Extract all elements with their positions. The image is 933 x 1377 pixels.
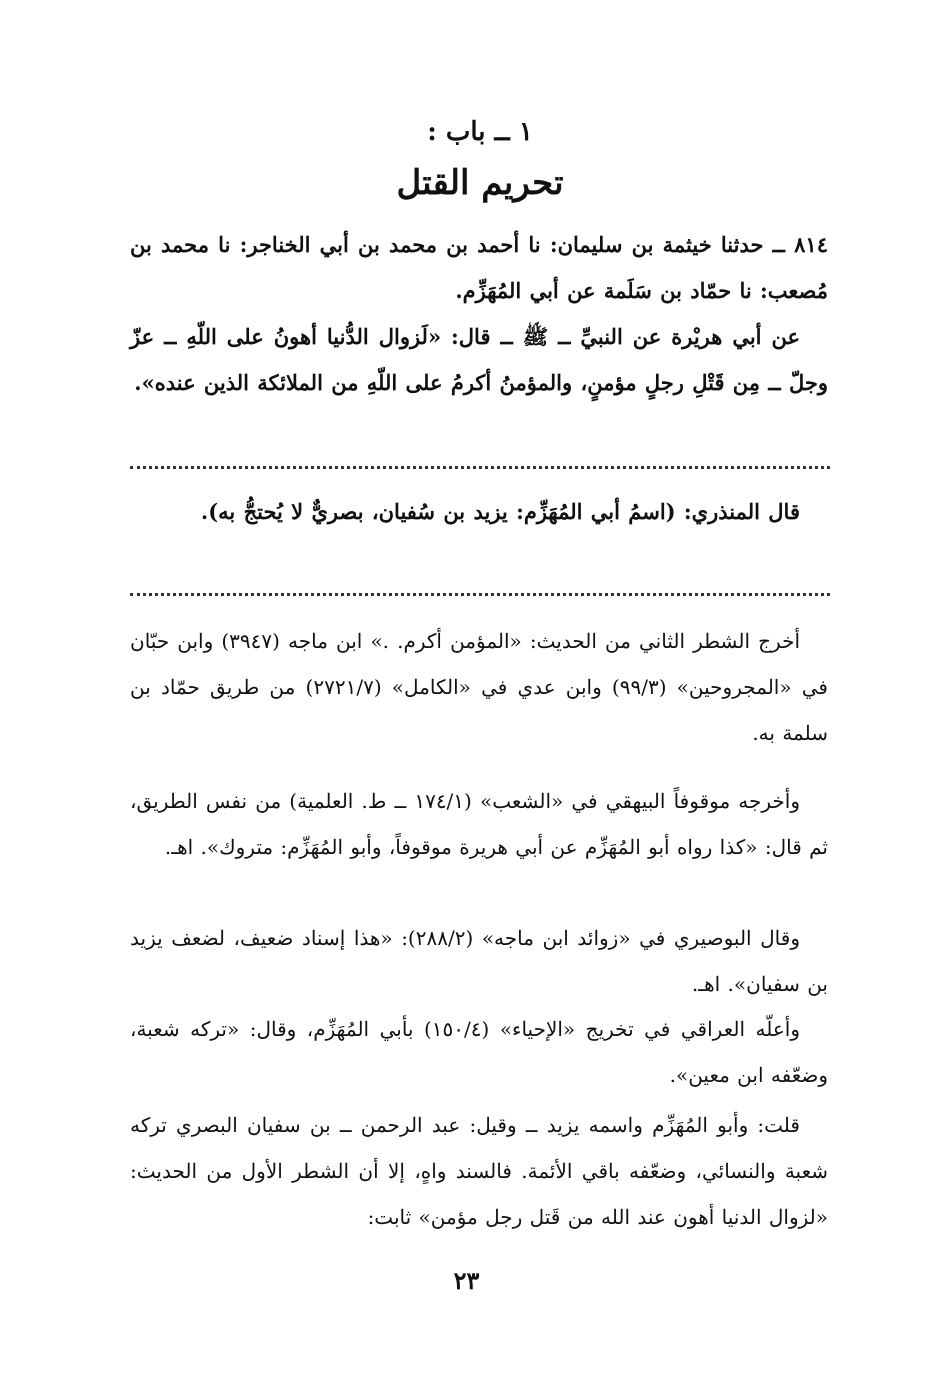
takhrij-text: أخرج الشطر الثاني من الحديث: «المؤمن أكرم. .» ابن ماجه (٣٩٤٧) وابن حبّان في «المجروحين» (٩٩/٣) وابن عدي في «الكامل» (٢٧٢١/٧) من طريق حمّاد بن سلمة به. (130, 629, 828, 745)
takhrij-text: وأعلّه العراقي في تخريج «الإحياء» (١٥٠/٤) بأبي المُهَزِّم، وقال: «تركه شعبة، وضعّفه ابن معين». (130, 1017, 828, 1087)
mundhiri-note (130, 486, 828, 538)
takhrij-paragraph (130, 1006, 828, 1098)
takhrij-paragraph (130, 1102, 828, 1240)
takhrij-text: قلت: وأبو المُهَزِّم واسمه يزيد ــ وقيل: عبد الرحمن ــ بن سفيان البصري تركه شعبة والنسائي، وضعّفه باقي الأئمة. فالسند واهٍ، إلا أن الشطر الأول من الحديث: «لزوال الدنيا أهون عند الله من قَتل رجل مؤمن» ثابت: (130, 1113, 828, 1229)
hadith-matn: عن أبي هريْرة عن النبيِّ ــ ﷺ ــ قال: «لَزوال الدُّنيا أهونُ على اللّهِ ــ عزّ وجلّ ــ مِن قَتْلِ رجلٍ مؤمنٍ، والمؤمنُ أكرمُ على اللّهِ من الملائكة الذين عنده». (130, 324, 828, 395)
takhrij-text: وأخرجه موقوفاً البيهقي في «الشعب» (١٧٤/١ ــ ط. العلمية) من نفس الطريق، ثم قال: «كذا رواه أبو المُهَزِّم عن أبي هريرة موقوفاً، وأبو المُهَزِّم: متروك». اهـ. (130, 789, 828, 859)
dotted-divider-top (130, 466, 830, 469)
hadith-block (130, 222, 828, 406)
takhrij-paragraph (130, 778, 828, 870)
page-number: ٢٣ (453, 1266, 480, 1295)
dotted-divider-bottom (130, 593, 830, 596)
takhrij-text: وقال البوصيري في «زوائد ابن ماجه» (٢٨٨/٢): «هذا إسناد ضعيف، لضعف يزيد بن سفيان». اهـ. (130, 926, 828, 996)
chapter-title: تحريم القتل (396, 163, 564, 203)
chapter-number: ١ ــ باب : (427, 117, 533, 147)
takhrij-paragraph (130, 618, 828, 756)
takhrij-paragraph (130, 915, 828, 1007)
mundhiri-note-text: قال المنذري: (اسمُ أبي المُهَزِّم: يزيد بن سُفيان، بصريٌّ لا يُحتجُّ به). (200, 499, 800, 524)
hadith-isnad: ٨١٤ ــ حدثنا خيثمة بن سليمان: نا أحمد بن محمد بن أبي الخناجر: نا محمد بن مُصعب: نا حمّاد بن سَلَمة عن أبي المُهَزِّم. (130, 232, 828, 303)
